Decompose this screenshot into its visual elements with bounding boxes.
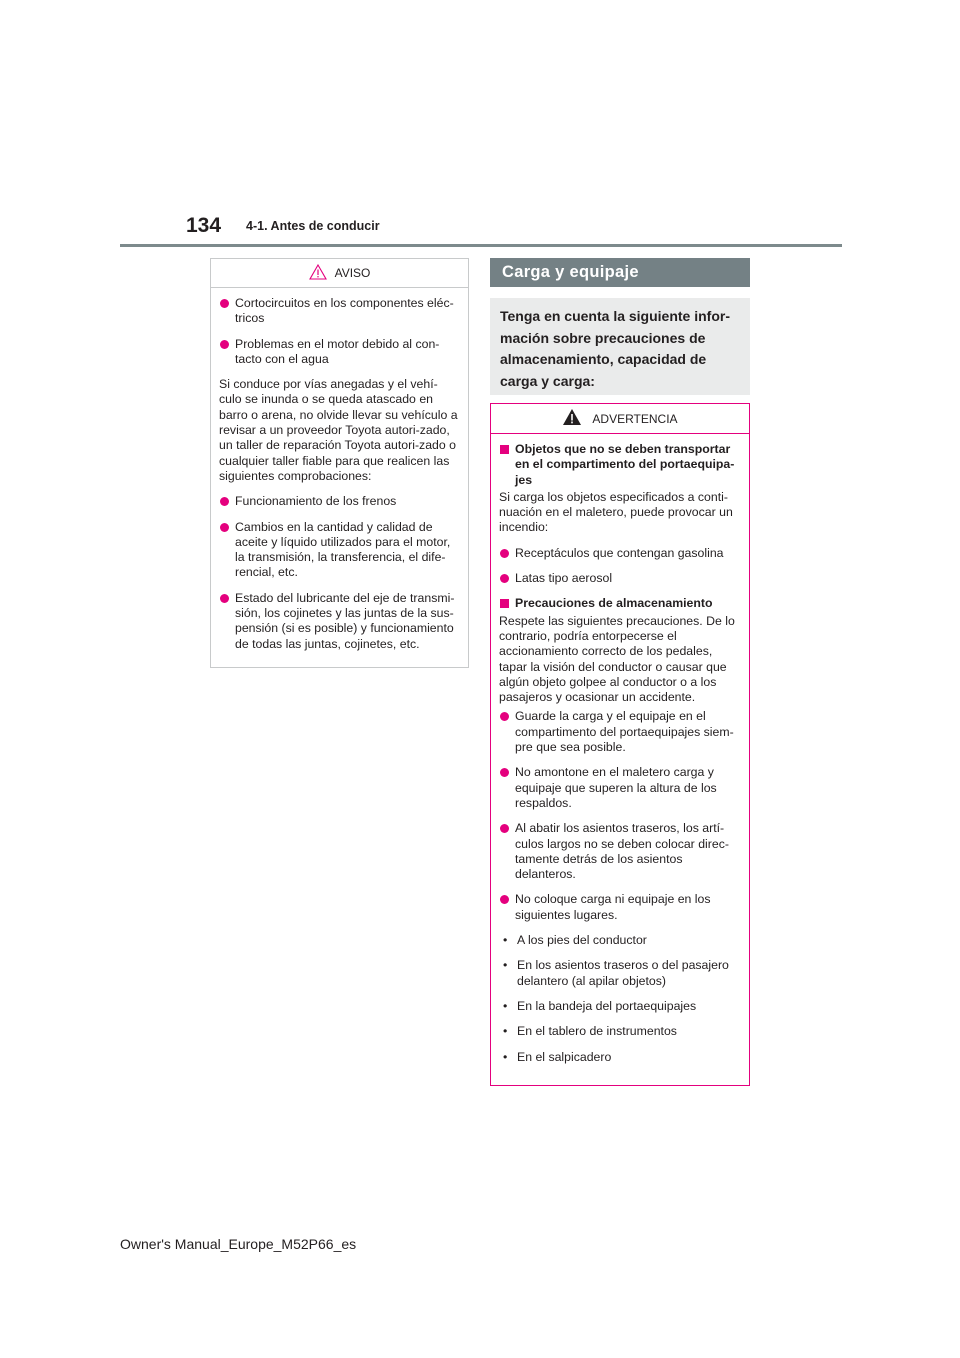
list-item: Al abatir los asientos traseros, los artí-culos largos no se deben colocar direc-tamente detrás de los asientos delanteros.: [499, 821, 741, 882]
footer-text: Owner's Manual_Europe_M52P66_es: [120, 1236, 357, 1252]
sub-list-item: • En los asientos traseros o del pasajero delantero (al apilar objetos): [503, 958, 729, 988]
advertencia-title: ADVERTENCIA: [592, 411, 678, 426]
aviso-header: [211, 259, 468, 288]
advertencia-header: [491, 404, 749, 434]
list-item: Guarde la carga y el equipaje en el compartimento del portaequipajes siem-pre que sea posible.: [499, 709, 741, 755]
list-item: Cambios en la cantidad y calidad de aceite y líquido utilizados para el motor, la transmisión, la transferencia, el dife-rencial, etc.: [219, 520, 460, 581]
bullet-dot-icon: [500, 895, 509, 904]
bullet-dot-icon: [500, 768, 509, 777]
caution-triangle-icon: [309, 264, 327, 283]
bullet-dot-icon: [500, 712, 509, 721]
sub-list-item: • En el tablero de instrumentos: [503, 1024, 677, 1039]
bullet-dot-icon: [500, 574, 509, 583]
advertencia-box: [490, 403, 750, 1086]
sub-list-item: • En el salpicadero: [503, 1049, 612, 1064]
list-item: Problemas en el motor debido al con-tacto con el agua: [219, 337, 460, 368]
bullet-dot-icon: [220, 340, 229, 349]
section-title: Carga y equipaje: [490, 258, 750, 287]
list-item: Receptáculos que contengan gasolina: [499, 546, 741, 561]
bullet-dot-icon: [220, 594, 229, 603]
aviso-paragraph: Si conduce por vías anegadas y el vehí-culo se inunda o se queda atascado en barro o arena, no olvide llevar su vehículo a revisar a un proveedor Toyota autori-zado, un taller de reparación Toyota autori-zado o cualquier taller fiable para que realicen las siguientes comprobaciones:: [219, 377, 458, 483]
section-label: 4-1. Antes de conducir: [246, 219, 380, 233]
subsection-heading: Precauciones de almacenamiento: [499, 596, 741, 611]
bullet-dot-icon: [220, 497, 229, 506]
warning-triangle-icon: [562, 408, 582, 429]
advertencia-paragraph: Si carga los objetos especificados a conti-nuación en el maletero, puede provocar un incendio:: [499, 489, 733, 535]
list-item: Estado del lubricante del eje de transmi-sión, los cojinetes y las juntas de la sus-pensión (si es posible) y funcionamiento de todas las juntas, cojinetes, etc.: [219, 591, 460, 652]
square-bullet-icon: [500, 445, 509, 454]
advertencia-paragraph: Respete las siguientes precauciones. De lo contrario, podría entorpecerse el accionamiento correcto de los pedales, tapar la visión del conductor o causar que algún objeto golpee al conductor o a los pasajeros y ocasionar un accidente.: [499, 613, 735, 705]
list-item: No amontone en el maletero carga y equipaje que superen la altura de los respaldos.: [499, 765, 741, 811]
subsection-heading: Objetos que no se deben transportar en el compartimento del portaequipa-jes: [499, 442, 741, 488]
bullet-dot-icon: [500, 824, 509, 833]
sub-list-item: • En la bandeja del portaequipajes: [503, 998, 697, 1013]
header-rule: [120, 244, 842, 247]
page-number: 134: [186, 214, 222, 237]
bullet-dot-icon: [220, 523, 229, 532]
bullet-dot-icon: [500, 549, 509, 558]
intro-box: Tenga en cuenta la siguiente infor-mación sobre precauciones de almacenamiento, capacidad de carga y carga:: [490, 298, 750, 395]
list-item: No coloque carga ni equipaje en los siguientes lugares.: [499, 892, 741, 923]
sub-list-item: • A los pies del conductor: [503, 933, 647, 948]
list-item: Latas tipo aerosol: [499, 571, 741, 586]
list-item: Funcionamiento de los frenos: [219, 494, 460, 509]
bullet-dot-icon: [220, 299, 229, 308]
aviso-title: AVISO: [334, 266, 371, 280]
square-bullet-icon: [500, 599, 509, 608]
list-item: Cortocircuitos en los componentes eléc-tricos: [219, 296, 460, 327]
aviso-box: [210, 258, 469, 668]
